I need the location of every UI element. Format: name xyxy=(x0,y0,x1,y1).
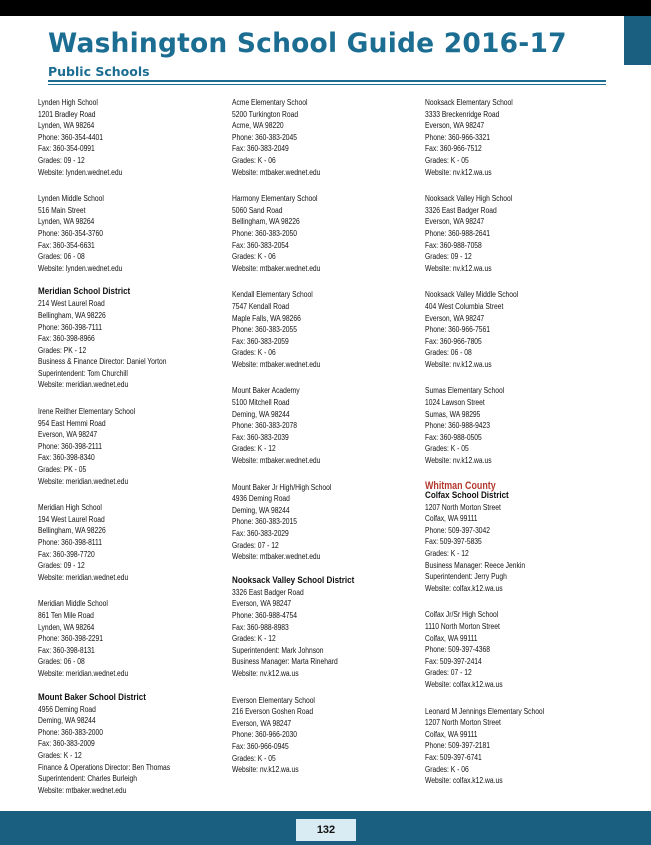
grades-line: Grades: PK - 12 xyxy=(38,345,87,355)
website-line: Website: lynden.wednet.edu xyxy=(38,263,123,273)
entry-line: Acme Elementary School xyxy=(232,98,308,107)
school-entry xyxy=(425,289,611,370)
school-entry xyxy=(38,97,224,178)
entry-line: 4956 Deming Road xyxy=(38,704,96,714)
website-line: Website: mtbaker.wednet.edu xyxy=(38,785,127,795)
fax-line: Fax: 509-397-5835 xyxy=(425,537,482,547)
entry-line: Everson, WA 98247 xyxy=(232,599,292,609)
fax-line: Fax: 360-383-2059 xyxy=(232,336,289,346)
school-entry xyxy=(38,298,224,391)
entry-line: 3326 East Badger Road xyxy=(425,205,497,215)
school-entry xyxy=(425,97,611,178)
entry-line: Colfax Jr/Sr High School xyxy=(425,610,499,620)
website-line: Website: lynden.wednet.edu xyxy=(38,167,123,177)
fax-line: Fax: 509-397-2414 xyxy=(425,656,482,666)
entry-line: 5100 Mitchell Road xyxy=(232,398,290,408)
entry-line: 216 Everson Goshen Road xyxy=(232,707,314,717)
school-entry xyxy=(38,502,224,583)
entry-line: 7547 Kendall Road xyxy=(232,301,290,311)
school-entry xyxy=(425,609,611,690)
grades-line: Grades: K - 05 xyxy=(425,155,469,165)
grades-line: Grades: PK - 05 xyxy=(38,465,87,475)
header-rule-top xyxy=(48,80,606,82)
phone-line: Phone: 360-398-7111 xyxy=(38,322,103,332)
grades-line: Grades: K - 06 xyxy=(232,252,276,262)
page-title: Washington School Guide 2016-17 xyxy=(48,28,567,59)
entry-line: 3333 Breckenridge Road xyxy=(425,109,500,119)
entry-line: Nooksack Valley High School xyxy=(425,194,513,204)
fax-line: Fax: 360-354-0991 xyxy=(38,144,95,154)
fax-line: Fax: 360-988-0505 xyxy=(425,432,482,442)
entry-line: Nooksack Elementary School xyxy=(425,98,513,107)
phone-line: Phone: 360-988-2641 xyxy=(425,228,491,238)
school-entry xyxy=(425,385,611,466)
phone-line: Phone: 360-383-2045 xyxy=(232,132,298,142)
entry-line: 1201 Bradley Road xyxy=(38,109,96,119)
entry-line: Business Manager: Reece Jenkin xyxy=(425,560,526,570)
school-entry xyxy=(38,598,224,679)
entry-line: Lynden, WA 98264 xyxy=(38,622,95,632)
entry-line: Everson, WA 98247 xyxy=(425,217,485,227)
district-heading: Mount Baker School District xyxy=(38,691,146,703)
grades-line: Grades: K - 06 xyxy=(232,155,276,165)
entry-line: Bellingham, WA 98226 xyxy=(38,310,106,320)
grades-line: Grades: 06 - 08 xyxy=(425,348,472,358)
fax-line: Fax: 360-383-2049 xyxy=(232,144,289,154)
entry-line: Lynden, WA 98264 xyxy=(38,217,95,227)
entry-line: Kendall Elementary School xyxy=(232,290,313,300)
phone-line: Phone: 360-966-7561 xyxy=(425,325,491,335)
column-3 xyxy=(425,97,611,802)
entry-line: 1207 North Morton Street xyxy=(425,502,501,512)
phone-line: Phone: 360-383-2015 xyxy=(232,517,298,527)
page-number: 132 xyxy=(296,819,356,841)
school-entry xyxy=(232,385,418,466)
entry-line: 194 West Laurel Road xyxy=(38,514,105,524)
phone-line: Phone: 360-383-2000 xyxy=(38,727,104,737)
phone-line: Phone: 509-397-3042 xyxy=(425,525,491,535)
phone-line: Phone: 360-383-2055 xyxy=(232,325,298,335)
website-line: Website: mtbaker.wednet.edu xyxy=(232,263,321,273)
website-line: Website: mtbaker.wednet.edu xyxy=(232,167,321,177)
grades-line: Grades: K - 12 xyxy=(232,634,276,644)
entry-line: 214 West Laurel Road xyxy=(38,299,105,309)
entry-line: Everson, WA 98247 xyxy=(232,718,292,728)
school-entry xyxy=(38,193,224,274)
grades-line: Grades: K - 05 xyxy=(232,753,276,763)
entry-line: Sumas Elementary School xyxy=(425,386,505,396)
fax-line: Fax: 360-398-8340 xyxy=(38,453,95,463)
website-line: Website: meridian.wednet.edu xyxy=(38,476,129,486)
entry-line: Colfax, WA 99111 xyxy=(425,633,478,643)
entry-line: Leonard M Jennings Elementary School xyxy=(425,706,545,716)
column-1 xyxy=(38,97,224,811)
phone-line: Phone: 360-988-9423 xyxy=(425,421,491,431)
grades-line: Grades: 06 - 08 xyxy=(38,657,85,667)
fax-line: Fax: 360-966-0945 xyxy=(232,741,289,751)
page-subtitle: Public Schools xyxy=(48,64,150,79)
entry-line: 5200 Turkington Road xyxy=(232,109,299,119)
website-line: Website: nv.k12.wa.us xyxy=(425,456,492,466)
grades-line: Grades: K - 12 xyxy=(232,444,276,454)
district-heading: Meridian School District xyxy=(38,286,131,298)
school-entry xyxy=(425,706,611,787)
entry-line: Lynden, WA 98264 xyxy=(38,121,95,131)
entry-line: 5060 Sand Road xyxy=(232,205,283,215)
school-entry xyxy=(232,193,418,274)
entry-line: Colfax, WA 99111 xyxy=(425,514,478,524)
county-heading: Whitman County xyxy=(425,479,496,492)
website-line: Website: nv.k12.wa.us xyxy=(232,668,299,678)
fax-line: Fax: 360-398-8966 xyxy=(38,334,95,344)
website-line: Website: mtbaker.wednet.edu xyxy=(232,359,321,369)
entry-line: Meridian High School xyxy=(38,503,102,513)
entry-line: 1207 North Morton Street xyxy=(425,718,501,728)
phone-line: Phone: 360-966-2030 xyxy=(232,730,298,740)
entry-line: Meridian Middle School xyxy=(38,599,108,609)
phone-line: Phone: 360-988-4754 xyxy=(232,610,298,620)
entry-line: 404 West Columbia Street xyxy=(425,301,504,311)
grades-line: Grades: 06 - 08 xyxy=(38,252,85,262)
school-entry xyxy=(425,502,611,595)
entry-line: Irene Reither Elementary School xyxy=(38,407,136,417)
entry-line: Superintendent: Tom Churchill xyxy=(38,368,128,378)
phone-line: Phone: 360-383-2078 xyxy=(232,421,298,431)
fax-line: Fax: 360-383-2054 xyxy=(232,240,289,250)
entry-line: 1110 North Morton Street xyxy=(425,621,500,631)
school-entry xyxy=(232,289,418,370)
school-entry xyxy=(232,695,418,776)
entry-line: Everson Elementary School xyxy=(232,695,315,705)
school-entry xyxy=(232,482,418,563)
top-right-tab xyxy=(624,16,651,65)
grades-line: Grades: 09 - 12 xyxy=(38,561,85,571)
phone-line: Phone: 360-398-2291 xyxy=(38,634,104,644)
website-line: Website: meridian.wednet.edu xyxy=(38,668,129,678)
fax-line: Fax: 509-397-6741 xyxy=(425,752,482,762)
fax-line: Fax: 360-966-7805 xyxy=(425,336,482,346)
entry-line: Business Manager: Marta Rinehard xyxy=(232,657,338,667)
fax-line: Fax: 360-398-7720 xyxy=(38,549,95,559)
top-black-bar xyxy=(0,0,651,16)
entry-line: Colfax, WA 99111 xyxy=(425,729,478,739)
school-entry xyxy=(232,587,418,680)
phone-line: Phone: 509-397-4368 xyxy=(425,645,491,655)
entry-line: Bellingham, WA 98226 xyxy=(38,526,106,536)
fax-line: Fax: 360-988-7058 xyxy=(425,240,482,250)
phone-line: Phone: 360-354-3760 xyxy=(38,228,104,238)
entry-line: Superintendent: Mark Johnson xyxy=(232,645,324,655)
phone-line: Phone: 360-966-3321 xyxy=(425,132,491,142)
district-heading: Nooksack Valley School District xyxy=(232,574,355,586)
website-line: Website: colfax.k12.wa.us xyxy=(425,679,503,689)
column-2 xyxy=(232,97,418,791)
grades-line: Grades: K - 06 xyxy=(425,764,469,774)
entry-line: Finance & Operations Director: Ben Thomas xyxy=(38,762,171,772)
website-line: Website: meridian.wednet.edu xyxy=(38,380,129,390)
fax-line: Fax: 360-988-8983 xyxy=(232,622,289,632)
entry-line: Mount Baker Jr High/High School xyxy=(232,482,332,492)
grades-line: Grades: K - 12 xyxy=(38,750,82,760)
website-line: Website: nv.k12.wa.us xyxy=(425,359,492,369)
website-line: Website: mtbaker.wednet.edu xyxy=(232,456,321,466)
phone-line: Phone: 360-354-4401 xyxy=(38,132,104,142)
entry-line: Deming, WA 98244 xyxy=(38,716,96,726)
grades-line: Grades: K - 05 xyxy=(425,444,469,454)
grades-line: Grades: K - 06 xyxy=(232,348,276,358)
website-line: Website: colfax.k12.wa.us xyxy=(425,776,503,786)
school-entry xyxy=(38,406,224,487)
entry-line: Business & Finance Director: Daniel Yorton xyxy=(38,357,167,367)
website-line: Website: nv.k12.wa.us xyxy=(425,263,492,273)
grades-line: Grades: K - 12 xyxy=(425,549,469,558)
fax-line: Fax: 360-383-2009 xyxy=(38,739,95,749)
website-line: Website: nv.k12.wa.us xyxy=(425,167,492,177)
website-line: Website: colfax.k12.wa.us xyxy=(425,583,503,593)
grades-line: Grades: 07 - 12 xyxy=(232,540,279,550)
entry-line: Everson, WA 98247 xyxy=(425,121,485,131)
entry-line: Lynden High School xyxy=(38,98,98,107)
entry-line: Acme, WA 98220 xyxy=(232,121,284,131)
entry-line: Everson, WA 98247 xyxy=(425,313,485,323)
grades-line: Grades: 09 - 12 xyxy=(38,155,85,165)
entry-line: Deming, WA 98244 xyxy=(232,409,290,419)
phone-line: Phone: 360-398-8111 xyxy=(38,538,103,547)
website-line: Website: nv.k12.wa.us xyxy=(232,765,299,775)
entry-line: Everson, WA 98247 xyxy=(38,430,98,440)
grades-line: Grades: 07 - 12 xyxy=(425,668,472,678)
fax-line: Fax: 360-966-7512 xyxy=(425,144,482,154)
entry-line: Bellingham, WA 98226 xyxy=(232,217,300,227)
header-rule-bottom xyxy=(48,84,606,85)
entry-line: 954 East Hemmi Road xyxy=(38,418,106,428)
phone-line: Phone: 360-383-2050 xyxy=(232,228,298,238)
entry-line: Deming, WA 98244 xyxy=(232,505,290,515)
fax-line: Fax: 360-354-6631 xyxy=(38,240,95,250)
entry-line: Nooksack Valley Middle School xyxy=(425,290,519,300)
entry-line: Lynden Middle School xyxy=(38,194,104,204)
entry-line: 3326 East Badger Road xyxy=(232,587,304,597)
entry-line: Superintendent: Charles Burleigh xyxy=(38,774,138,784)
phone-line: Phone: 360-398-2111 xyxy=(38,441,103,451)
entry-line: 516 Main Street xyxy=(38,205,86,215)
entry-line: Maple Falls, WA 98266 xyxy=(232,313,301,323)
fax-line: Fax: 360-398-8131 xyxy=(38,645,95,655)
entry-line: Mount Baker Academy xyxy=(232,386,300,396)
entry-line: 861 Ten Mile Road xyxy=(38,610,94,620)
entry-line: Sumas, WA 98295 xyxy=(425,409,481,419)
entry-line: 1024 Lawson Street xyxy=(425,398,485,408)
entry-line: Superintendent: Jerry Pugh xyxy=(425,572,507,582)
entry-line: 4936 Deming Road xyxy=(232,494,290,504)
district-heading: Colfax School District xyxy=(425,489,509,501)
website-line: Website: mtbaker.wednet.edu xyxy=(232,552,321,562)
school-entry xyxy=(38,704,224,797)
website-line: Website: meridian.wednet.edu xyxy=(38,572,129,582)
phone-line: Phone: 509-397-2181 xyxy=(425,741,491,751)
entry-line: Harmony Elementary School xyxy=(232,194,318,204)
fax-line: Fax: 360-383-2039 xyxy=(232,432,289,442)
fax-line: Fax: 360-383-2029 xyxy=(232,529,289,538)
school-entry xyxy=(232,97,418,178)
school-entry xyxy=(425,193,611,274)
grades-line: Grades: 09 - 12 xyxy=(425,252,472,262)
